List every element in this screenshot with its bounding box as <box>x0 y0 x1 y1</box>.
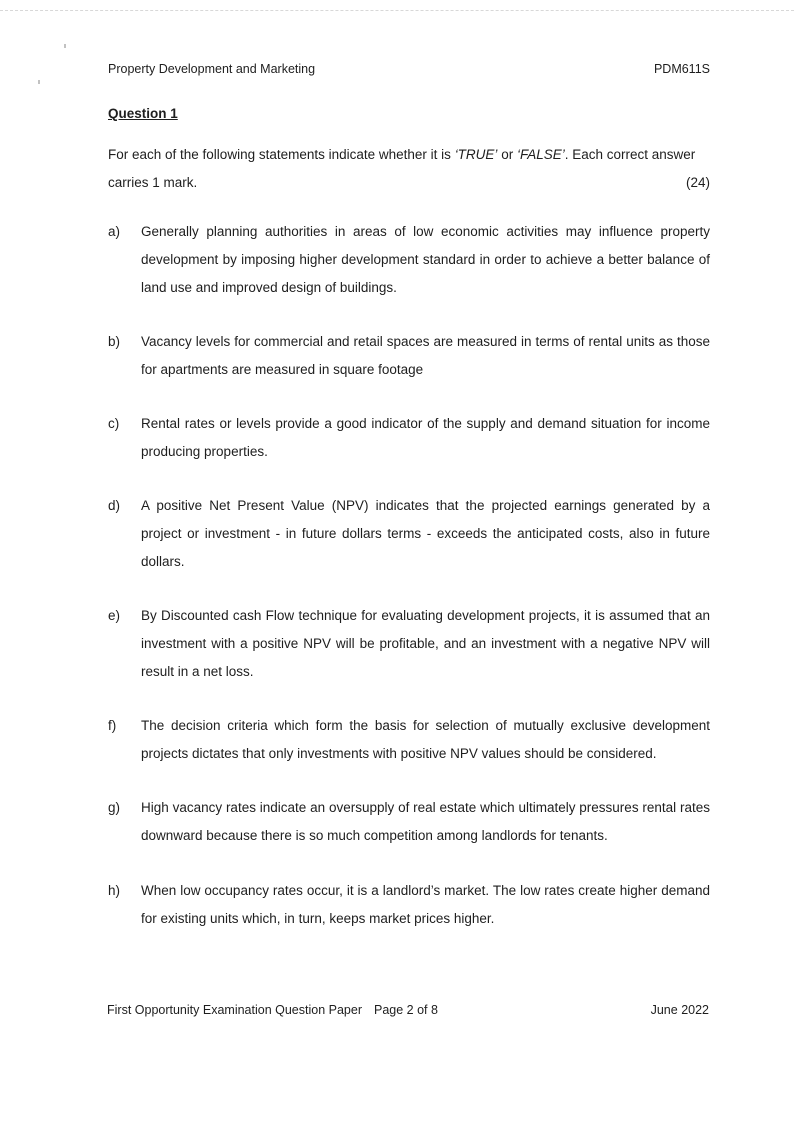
question-instructions <box>108 141 710 197</box>
course-title: Property Development and Marketing <box>108 62 316 76</box>
scan-speck <box>64 44 66 48</box>
statement-item <box>108 602 710 686</box>
statement-letter: a) <box>108 224 121 239</box>
statement-letter: d) <box>108 498 121 513</box>
statement-letter: e) <box>108 608 121 623</box>
scan-speck <box>38 80 40 84</box>
statement-text: By Discounted cash Flow technique for evaluating development projects, it is assumed that an investment with a positive NPV will be profitable, and an investment with a negative NPV will result in a net loss. <box>141 608 710 679</box>
instruction-suffix: . Each correct answer <box>564 147 696 162</box>
statement-letter: f) <box>108 718 117 733</box>
statement-item <box>108 492 710 576</box>
false-label: ‘FALSE’ <box>516 147 565 162</box>
total-marks: (24) <box>685 175 710 190</box>
page-header <box>108 62 710 76</box>
statement-item <box>108 712 710 768</box>
instruction-marks-text: carries 1 mark. <box>108 175 198 190</box>
statement-item <box>108 218 710 302</box>
instruction-line-1 <box>108 141 710 169</box>
statement-text: High vacancy rates indicate an oversupply of real estate which ultimately pressures rental rates downward because there is so much competition among landlords for tenants. <box>141 800 710 843</box>
statement-letter: b) <box>108 334 121 349</box>
statement-letter: c) <box>108 416 120 431</box>
scan-edge-line <box>0 10 794 11</box>
statement-text: Vacancy levels for commercial and retail spaces are measured in terms of rental units as those for apartments are measured in square footage <box>141 334 710 377</box>
statement-text: Generally planning authorities in areas of low economic activities may influence property development by imposing higher development standard in order to achieve a better balance of land use and improved design of buildings. <box>141 224 710 295</box>
statement-item <box>108 794 710 850</box>
exam-name: First Opportunity Examination Question Paper <box>107 1003 362 1017</box>
question-title: Question 1 <box>108 106 178 121</box>
instruction-prefix: For each of the following statements indicate whether it is <box>108 147 455 162</box>
page-footer <box>107 1003 709 1017</box>
true-label: ‘TRUE’ <box>454 147 498 162</box>
course-code: PDM611S <box>653 62 710 76</box>
statement-item <box>108 877 710 933</box>
instruction-or: or <box>497 147 517 162</box>
instruction-line-2 <box>108 169 710 197</box>
page-number: Page 2 of 8 <box>373 1003 438 1017</box>
statement-item <box>108 328 710 384</box>
statement-text: The decision criteria which form the basis for selection of mutually exclusive development projects dictates that only investments with positive NPV values should be considered. <box>141 718 710 761</box>
statement-text: A positive Net Present Value (NPV) indicates that the projected earnings generated by a project or investment - in future dollars terms - exceeds the anticipated costs, also in future dollars. <box>141 498 710 569</box>
statement-text: When low occupancy rates occur, it is a landlord’s market. The low rates create higher demand for existing units which, in turn, keeps market prices higher. <box>141 883 710 926</box>
statement-letter: g) <box>108 800 121 815</box>
statement-item <box>108 410 710 466</box>
statement-letter: h) <box>108 883 121 898</box>
footer-left <box>107 1003 438 1017</box>
exam-date: June 2022 <box>650 1003 709 1017</box>
statement-text: Rental rates or levels provide a good indicator of the supply and demand situation for income producing properties. <box>141 416 710 459</box>
